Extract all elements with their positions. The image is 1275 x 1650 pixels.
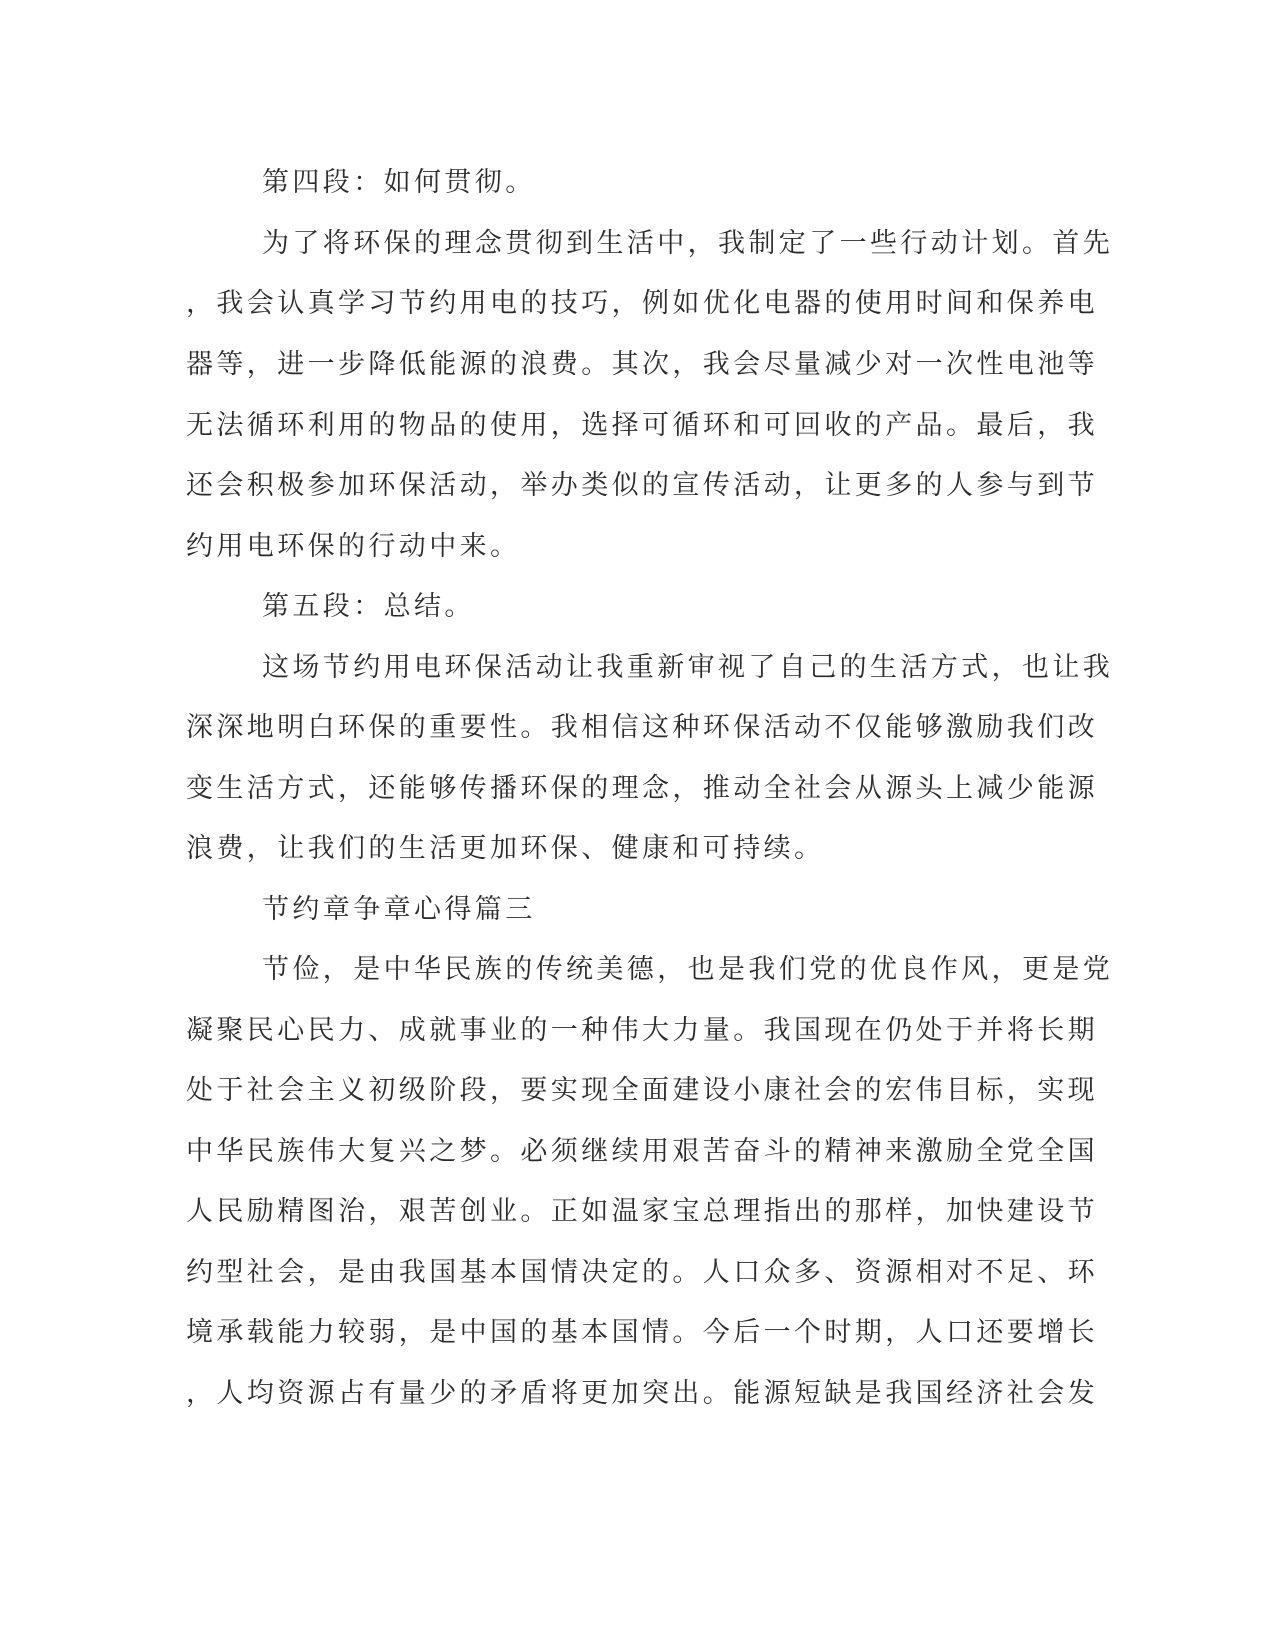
section-heading-4: 第四段：如何贯彻。 <box>262 167 536 198</box>
paragraph-line: 还会积极参加环保活动，举办类似的宣传活动，让更多的人参与到节 <box>186 470 1098 501</box>
paragraph-line: 处于社会主义初级阶段，要实现全面建设小康社会的宏伟目标，实现 <box>186 1075 1098 1106</box>
paragraph-line: 节俭，是中华民族的传统美德，也是我们党的优良作风，更是党 <box>262 954 1114 985</box>
section-heading-5: 第五段：总结。 <box>262 591 475 622</box>
paragraph-line: 这场节约用电环保活动让我重新审视了自己的生活方式，也让我 <box>262 652 1114 683</box>
paragraph-line: 变生活方式，还能够传播环保的理念，推动全社会从源头上减少能源 <box>186 773 1098 804</box>
paragraph-line: 人民励精图治，艰苦创业。正如温家宝总理指出的那样，加快建设节 <box>186 1196 1098 1227</box>
paragraph-line: 凝聚民心民力、成就事业的一种伟大力量。我国现在仍处于并将长期 <box>186 1015 1098 1046</box>
paragraph-line: 无法循环利用的物品的使用，选择可循环和可回收的产品。最后，我 <box>186 410 1098 441</box>
paragraph-line: 为了将环保的理念贯彻到生活中，我制定了一些行动计划。首先 <box>262 228 1114 259</box>
paragraph-line: 深深地明白环保的重要性。我相信这种环保活动不仅能够激励我们改 <box>186 712 1098 743</box>
paragraph-line: 境承载能力较弱，是中国的基本国情。今后一个时期，人口还要增长 <box>186 1317 1098 1348</box>
article-title: 节约章争章心得篇三 <box>262 894 536 925</box>
paragraph-line: 约型社会，是由我国基本国情决定的。人口众多、资源相对不足、环 <box>186 1257 1098 1288</box>
paragraph-line: 器等，进一步降低能源的浪费。其次，我会尽量减少对一次性电池等 <box>186 349 1098 380</box>
paragraph-line: ，我会认真学习节约用电的技巧，例如优化电器的使用时间和保养电 <box>186 288 1098 319</box>
paragraph-line: 中华民族伟大复兴之梦。必须继续用艰苦奋斗的精神来激励全党全国 <box>186 1136 1098 1167</box>
paragraph-line: 浪费，让我们的生活更加环保、健康和可持续。 <box>186 833 825 864</box>
paragraph-line: ，人均资源占有量少的矛盾将更加突出。能源短缺是我国经济社会发 <box>186 1378 1098 1409</box>
paragraph-line: 约用电环保的行动中来。 <box>186 531 521 562</box>
